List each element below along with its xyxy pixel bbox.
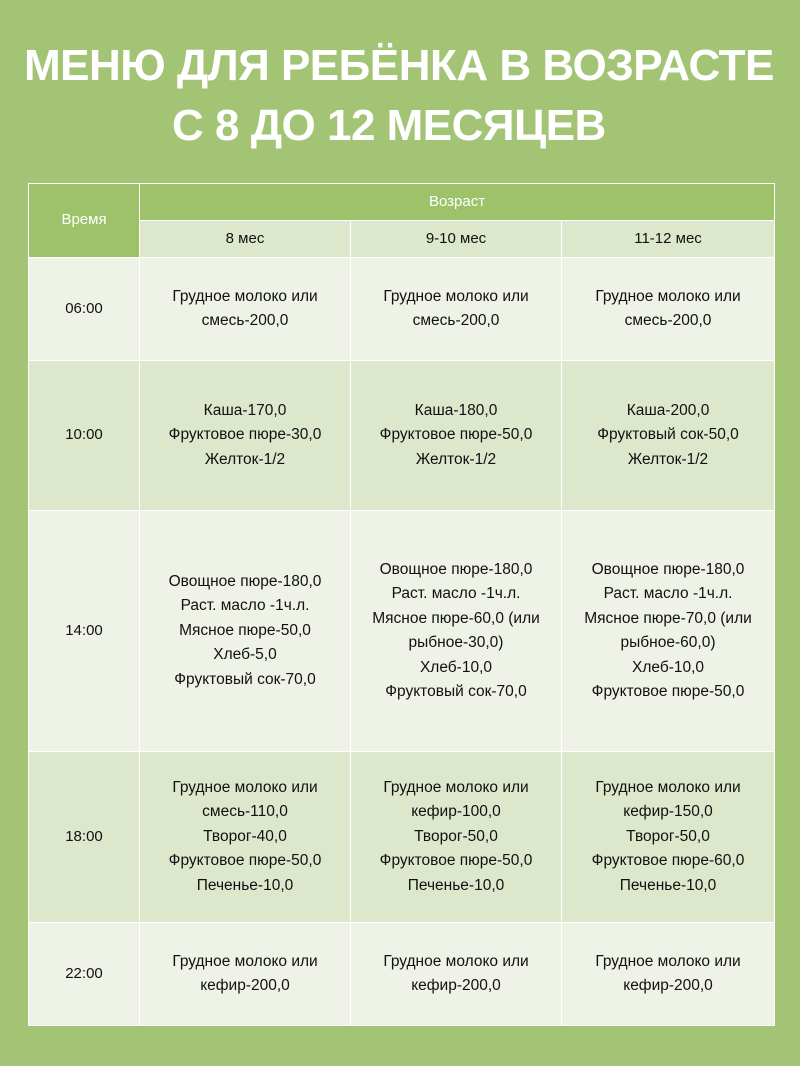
menu-line: кефир-200,0 [623,977,713,994]
table-row [29,258,775,361]
menu-line: Фруктовый сок-50,0 [597,426,739,444]
time-cell: 18:00 [29,752,140,923]
menu-line: смесь-200,0 [412,312,500,329]
menu-line: Мясное пюре-50,0 [179,621,311,639]
menu-cell [140,923,351,1026]
menu-line: Каша-180,0 [414,401,498,419]
menu-line: кефир-100,0 [411,803,501,821]
menu-table [28,183,775,1026]
menu-line: Грудное молоко или [383,778,529,796]
menu-line: Грудное молоко или [172,778,318,796]
menu-line: Каша-170,0 [203,401,287,419]
menu-cell [140,752,351,923]
menu-cell [562,258,775,361]
menu-line: смесь-200,0 [624,312,712,329]
menu-line: Грудное молоко или [383,287,529,305]
menu-line: Хлеб-10,0 [419,658,493,676]
time-cell: 10:00 [29,361,140,511]
title-line-1: МЕНЮ ДЛЯ РЕБЁНКА В ВОЗРАСТЕ [24,41,774,90]
time-column-header: Время [29,184,140,258]
age-column-9-10: 9-10 мес [351,221,562,258]
menu-cell [140,511,351,752]
menu-line: Грудное молоко или [172,952,318,970]
age-column-11-12: 11-12 мес [562,221,775,258]
menu-line: Каша-200,0 [626,401,710,419]
menu-line: Фруктовое пюре-50,0 [379,426,533,444]
menu-line: рыбное-60,0) [620,634,716,651]
menu-line: смесь-200,0 [201,312,289,329]
menu-line: Фруктовое пюре-50,0 [168,852,322,870]
age-column-header: Возраст [140,184,775,221]
menu-line: Творог-40,0 [203,827,287,845]
menu-line: Раст. масло -1ч.л. [391,585,521,602]
menu-line: Овощное пюре-180,0 [168,572,322,590]
menu-line: Хлеб-10,0 [631,658,705,676]
menu-cell [351,258,562,361]
menu-line: Фруктовый сок-70,0 [174,670,316,688]
menu-line: Раст. масло -1ч.л. [603,585,733,602]
menu-line: кефир-150,0 [623,803,713,821]
menu-line: кефир-200,0 [200,977,290,994]
menu-line: Мясное пюре-70,0 (или [584,609,752,627]
menu-line: Мясное пюре-60,0 (или [372,609,540,627]
menu-line: Желток-1/2 [204,450,286,468]
time-cell: 14:00 [29,511,140,752]
menu-cell [351,752,562,923]
menu-line: Грудное молоко или [595,952,741,970]
menu-line: Грудное молоко или [383,952,529,970]
menu-line: Овощное пюре-180,0 [591,560,745,578]
menu-line: Печенье-10,0 [407,876,505,894]
menu-cell [562,361,775,511]
title-line-2: С 8 ДО 12 МЕСЯЦЕВ [172,101,606,150]
menu-line: Фруктовое пюре-60,0 [591,852,745,870]
time-cell: 06:00 [29,258,140,361]
menu-cell [562,923,775,1026]
menu-line: Желток-1/2 [415,450,497,468]
page-title [0,36,800,156]
menu-line: Грудное молоко или [595,778,741,796]
menu-line: Творог-50,0 [414,827,498,845]
table-row [29,923,775,1026]
menu-line: Фруктовый сок-70,0 [385,683,527,700]
time-cell: 22:00 [29,923,140,1026]
menu-line: Творог-50,0 [626,827,710,845]
menu-line: Желток-1/2 [627,450,709,468]
table-row [29,361,775,511]
menu-line: Раст. масло -1ч.л. [180,597,310,615]
menu-cell [562,752,775,923]
menu-line: Хлеб-5,0 [213,646,277,664]
menu-line: Грудное молоко или [172,287,318,305]
menu-line: Грудное молоко или [595,287,741,305]
menu-cell [140,361,351,511]
table-row [29,511,775,752]
menu-cell [351,361,562,511]
menu-line: смесь-110,0 [202,803,288,821]
menu-cell [351,923,562,1026]
menu-cell [562,511,775,752]
menu-line: Овощное пюре-180,0 [379,560,533,578]
age-column-8: 8 мес [140,221,351,258]
menu-line: кефир-200,0 [411,977,501,994]
menu-cell [140,258,351,361]
menu-line: Печенье-10,0 [619,876,717,894]
menu-cell [351,511,562,752]
menu-line: рыбное-30,0) [408,634,504,651]
menu-line: Фруктовое пюре-50,0 [591,683,745,700]
menu-line: Печенье-10,0 [196,876,294,894]
menu-line: Фруктовое пюре-50,0 [379,852,533,870]
table-row [29,752,775,923]
menu-line: Фруктовое пюре-30,0 [168,426,322,444]
